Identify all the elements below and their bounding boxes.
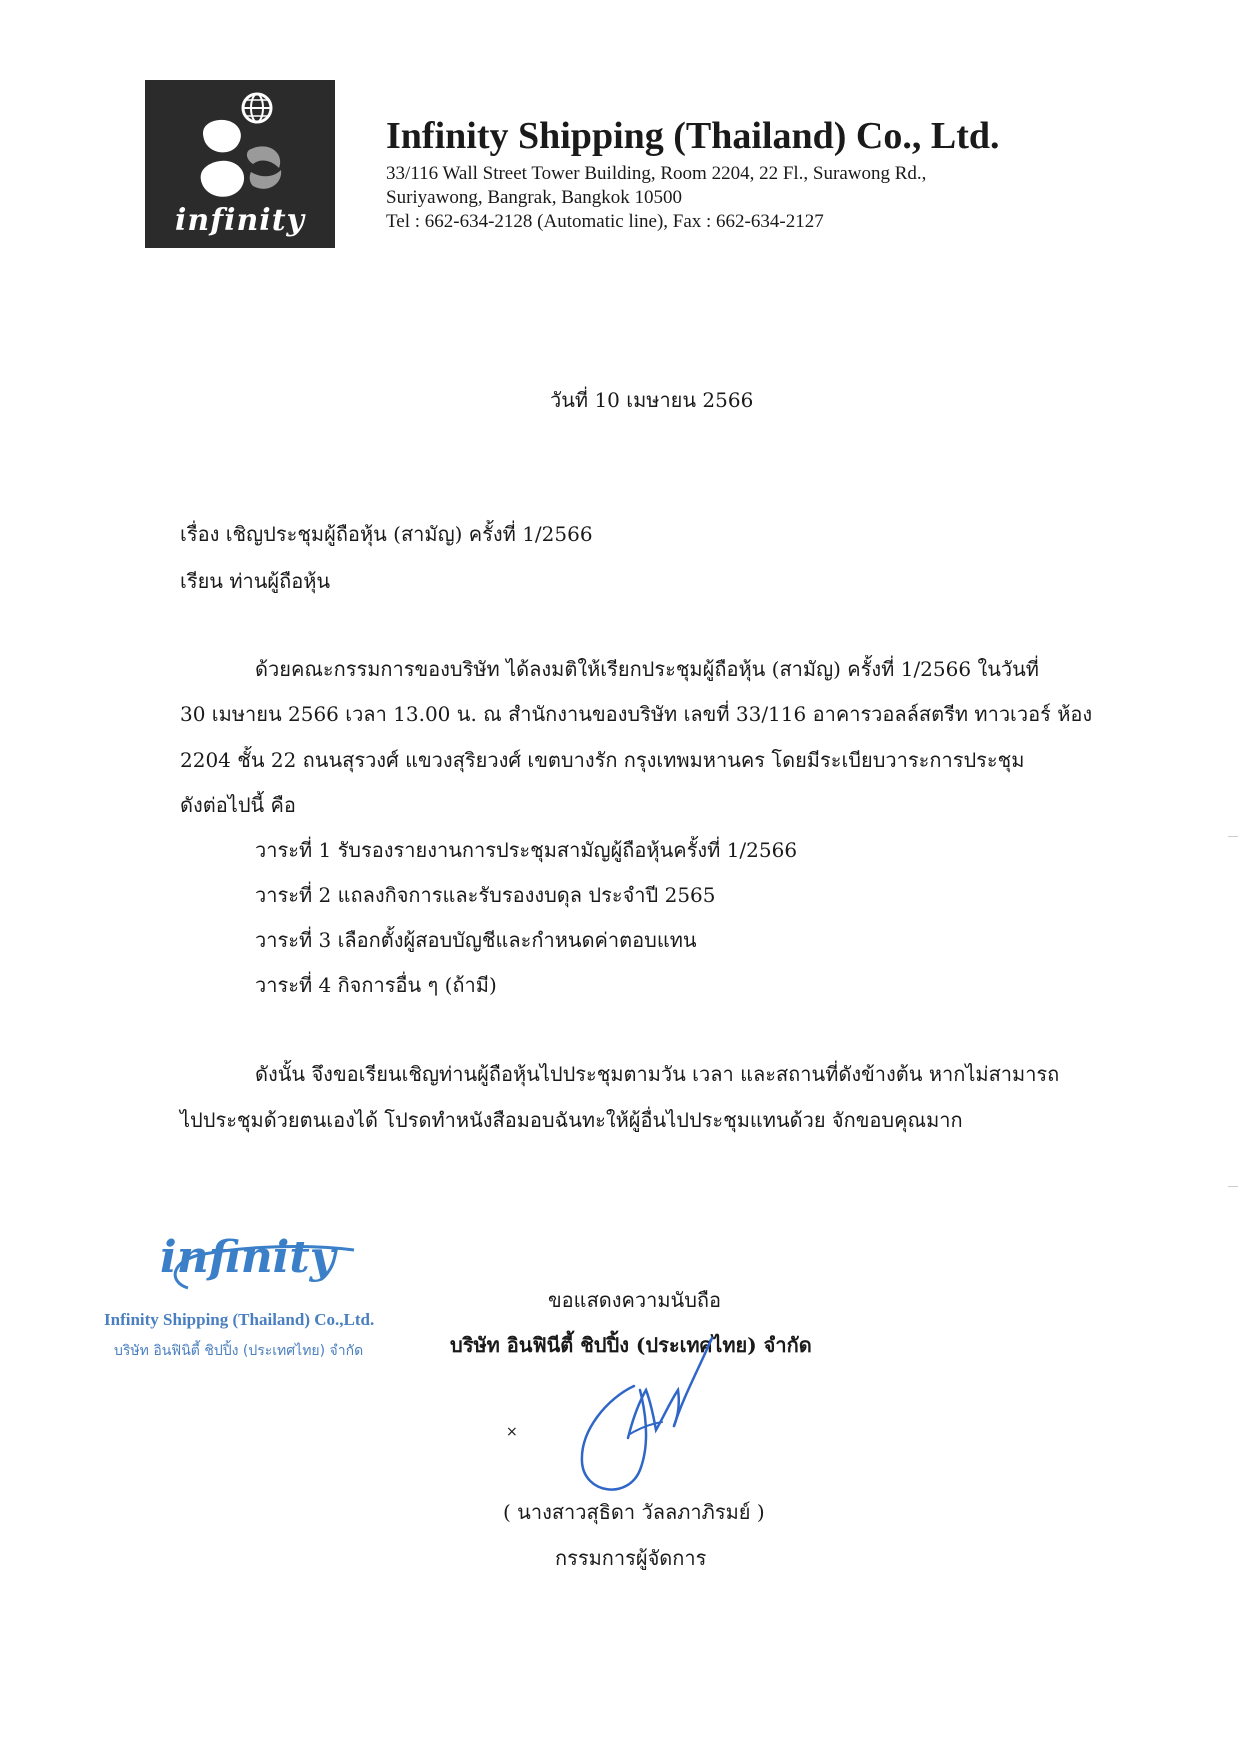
letter-addressee: เรียน ท่านผู้ถือหุ้น [180, 569, 331, 593]
paragraph-1-line: 2204 ชั้น 22 ถนนสุรวงศ์ แขวงสุริยวงศ์ เขตบางรัก กรุงเทพมหานคร โดยมีระเบียบวาระการประชุม [180, 748, 1025, 772]
letter-subject: เรื่อง เชิญประชุมผู้ถือหุ้น (สามัญ) ครั้งที่ 1/2566 [180, 522, 593, 546]
paragraph-1-line: ดังต่อไปนี้ คือ [180, 793, 296, 817]
paragraph-1-line: 30 เมษายน 2566 เวลา 13.00 น. ณ สำนักงานของบริษัท เลขที่ 33/116 อาคารวอลล์สตรีท ทาวเวอร์ ห้อง [180, 702, 1093, 726]
letter-date: วันที่ 10 เมษายน 2566 [550, 388, 754, 412]
contact-line: Tel : 662-634-2128 (Automatic line), Fax : 662-634-2127 [386, 211, 824, 232]
scan-edge-mark [1228, 836, 1238, 837]
logo-text: infinity [174, 203, 305, 238]
company-logo [145, 80, 335, 248]
closing-salutation: ขอแสดงความนับถือ [548, 1288, 722, 1312]
stamp-english-name: Infinity Shipping (Thailand) Co.,Ltd. [104, 1310, 375, 1329]
address-line-1: 33/116 Wall Street Tower Building, Room 2204, 22 Fl., Surawong Rd., [386, 163, 927, 184]
company-name: Infinity Shipping (Thailand) Co., Ltd. [386, 115, 1000, 157]
agenda-item: วาระที่ 1 รับรองรายงานการประชุมสามัญผู้ถือหุ้นครั้งที่ 1/2566 [255, 838, 798, 862]
closing-company: บริษัท อินฟินีตี้ ชิปปิ้ง (ประเทศไทย) จำกัด [450, 1333, 812, 1357]
scan-edge-mark [1228, 1186, 1238, 1187]
handwritten-signature [570, 1330, 720, 1500]
signer-title: กรรมการผู้จัดการ [555, 1546, 707, 1570]
address-line-2: Suriyawong, Bangrak, Bangkok 10500 [386, 187, 683, 208]
paragraph-1-line: ด้วยคณะกรรมการของบริษัท ได้ลงมติให้เรียกประชุมผู้ถือหุ้น (สามัญ) ครั้งที่ 1/2566 ในวันที่ [255, 657, 1039, 681]
signature-x-mark: × [506, 1424, 518, 1440]
signer-name: ( นางสาวสุธิดา วัลลภาภิรมย์ ) [503, 1500, 765, 1524]
paragraph-2-line: ดังนั้น จึงขอเรียนเชิญท่านผู้ถือหุ้นไปประชุมตามวัน เวลา และสถานที่ดังข้างต้น หากไม่สามารถ [255, 1062, 1060, 1086]
agenda-item: วาระที่ 3 เลือกตั้งผู้สอบบัญชีและกำหนดค่าตอบแทน [255, 928, 697, 952]
stamp-thai-name: บริษัท อินฟินิตี้ ชิปปิ้ง (ประเทศไทย) จำกัด [114, 1343, 364, 1359]
agenda-item: วาระที่ 2 แถลงกิจการและรับรองงบดุล ประจำปี 2565 [255, 883, 716, 907]
stamp-logo-text: infinity [160, 1232, 336, 1283]
paragraph-2-line: ไปประชุมด้วยตนเองได้ โปรดทำหนังสือมอบฉันทะให้ผู้อื่นไปประชุมแทนด้วย จักขอบคุณมาก [180, 1108, 963, 1132]
agenda-item: วาระที่ 4 กิจการอื่น ๆ (ถ้ามี) [255, 973, 497, 997]
